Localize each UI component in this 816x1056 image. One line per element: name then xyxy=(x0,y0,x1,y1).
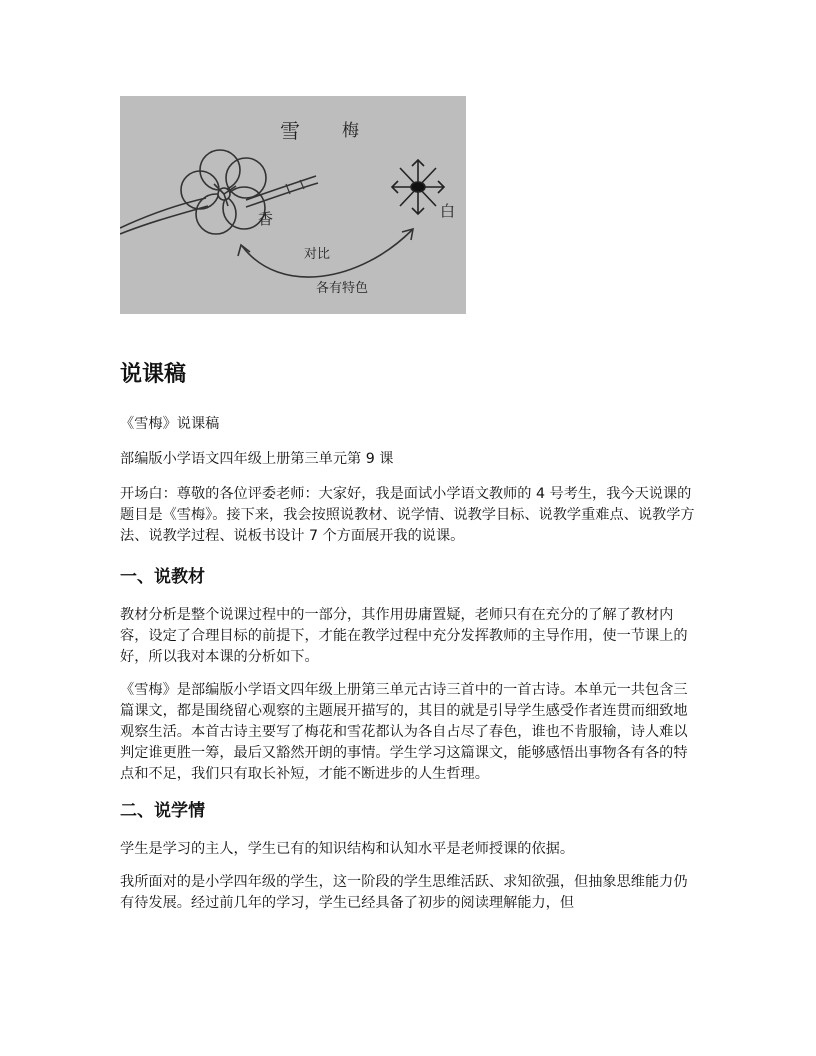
blackboard-sketch-image xyxy=(120,96,466,314)
opening-paragraph: 开场白：尊敬的各位评委老师：大家好，我是面试小学语文教师的 4 号考生，我今天说课的题目是《雪梅》。接下来，我会按照说教材、说学情、说教学目标、说教学重难点、说教学方法、说教学过程、说板书设计 7 个方面展开我的说课。 xyxy=(120,486,695,544)
label-fragrance: 香 xyxy=(258,210,274,228)
course-info: 部编版小学语文四年级上册第三单元第 9 课 xyxy=(120,451,394,467)
branch-line-upper xyxy=(120,198,206,228)
label-white: 白 xyxy=(440,202,456,220)
section-heading-students: 二、说学情 xyxy=(120,801,205,821)
label-each-has-features: 各有特色 xyxy=(316,281,369,296)
snowflake-drawing xyxy=(392,160,444,214)
students-paragraph-1: 学生是学习的主人，学生已有的知识结构和认知水平是老师授课的依据。 xyxy=(120,841,575,857)
label-plum: 梅 xyxy=(342,121,359,141)
textbook-paragraph-1: 教材分析是整个说课过程中的一部分，其作用毋庸置疑，老师只有在充分的了解了教材内容，设定了合理目标的前提下，才能在教学过程中充分发挥教师的主导作用，使一节课上的好，所以我对本课的分析如下。 xyxy=(120,607,688,665)
sketch-drawing xyxy=(120,96,466,314)
branch-right-upper xyxy=(246,176,316,200)
label-snow: 雪 xyxy=(280,119,300,143)
document-title: 说课稿 xyxy=(120,362,187,387)
students-paragraph-2: 我所面对的是小学四年级的学生，这一阶段的学生思维活跃、求知欲强，但抽象思维能力仍有待发展。经过前几年的学习，学生已经具备了初步的阅读理解能力，但 xyxy=(120,874,688,911)
document-page xyxy=(120,96,700,914)
textbook-paragraph-2: 《雪梅》是部编版小学语文四年级上册第三单元古诗三首中的一首古诗。本单元一共包含三篇课文，都是围绕留心观察的主题展开描写的，其目的就是引导学生感受作者连贯而细致地观察生活。本首古诗主要写了梅花和雪花都认为各自占尽了春色，谁也不肯服输，诗人难以判定谁更胜一筹，最后又豁然开朗的事情。学生学习这篇课文，能够感悟出事物各有各的特点和不足，我们只有取长补短，才能不断进步的人生哲理。 xyxy=(120,682,688,782)
label-contrast: 对比 xyxy=(304,247,331,262)
section-heading-textbook: 一、说教材 xyxy=(120,567,205,587)
plum-flower-drawing xyxy=(181,150,266,234)
lesson-subtitle: 《雪梅》说课稿 xyxy=(120,416,220,432)
